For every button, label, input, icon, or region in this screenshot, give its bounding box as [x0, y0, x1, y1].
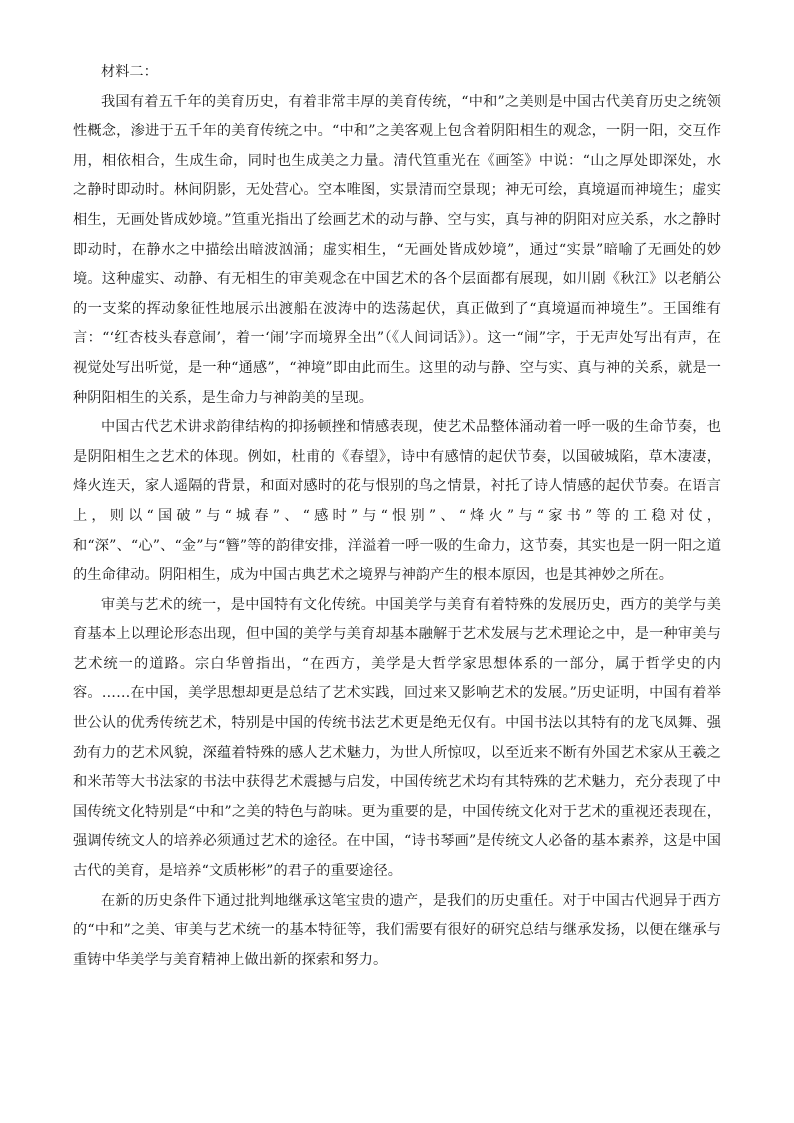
- material-heading: 材料二：: [101, 64, 158, 80]
- paragraph-aesthetics-art-unity: 审美与艺术的统一，是中国特有文化传统。中国美学与美育有着特殊的发展历史，西方的美学与美育基本上以理论形态出现，但中国的美学与美育却基本融解于艺术发展与艺术理论之中，是一种审美与艺术统一的道路。宗白华曾指出，“在西方，美学是大哲学家思想体系的一部分，属于哲学史的内容。……在中国，美学思想却更是总结了艺术实践，回过来又影响艺术的发展。”历史证明，中国有着举世公认的优秀传统艺术，特别是中国的传统书法艺术更是绝无仅有。中国书法以其特有的龙飞凤舞、强劲有力的艺术风貌，深蕴着特殊的感人艺术魅力，为世人所惊叹，以至近来不断有外国艺术家从王羲之和米芾等大书法家的书法中获得艺术震撼与启发，中国传统艺术均有其特殊的艺术魅力，充分表现了中国传统文化特别是“中和”之美的特色与韵味。更为重要的是，中国传统文化对于艺术的重视还表现在，强调传统文人的培养必须通过艺术的途径。在中国，“诗书琴画”是传统文人必备的基本素养，这是中国古代的美育，是培养“文质彬彬”的君子的重要途径。: [73, 596, 721, 880]
- paragraph-rhythm-yinyang: 中国古代艺术讲求韵律结构的抑扬顿挫和情感表现，使艺术品整体涌动着一呼一吸的生命节奏，也是阴阳相生之艺术的体现。例如，杜甫的《春望》，诗中有感情的起伏节奏，以国破城陷，草木凄凄，烽火连天，家人遥隔的背景，和面对感时的花与恨别的鸟之情景，衬托了诗人情感的起伏节奏。在语言上，则以“国破”与“城春”、“感时”与“恨别”、“烽火”与“家书”等的工稳对仗，和“深”、“心”、“金”与“簪”等的韵律安排，洋溢着一呼一吸的生命力，这节奏，其实也是一阴一阳之道的生命律动。阴阳相生，成为中国古典艺术之境界与神韵产生的根本原因，也是其神妙之所在。: [73, 419, 721, 584]
- document-page: [73, 58, 721, 975]
- paragraph-zhonghe-aesthetics: 我国有着五千年的美育历史，有着非常丰厚的美育传统，“中和”之美则是中国古代美育历史之统领性概念，渗进于五千年的美育传统之中。“中和”之美客观上包含着阴阳相生的观念，一阴一阳，交互作用，相依相合，生成生命，同时也生成美之力量。清代笪重光在《画筌》中说：“山之厚处即深处，水之静时即动时。林间阴影，无处营心。空本唯图，实景清而空景现；神无可绘，真境逼而神境生；虚实相生，无画处皆成妙境。”笪重光指出了绘画艺术的动与静、空与实，真与神的阴阳对应关系，水之静时即动时，在静水之中描绘出暗波汹涌；虚实相生，“无画处皆成妙境”，通过“实景”暗喻了无画处的妙境。这种虚实、动静、有无相生的审美观念在中国艺术的各个层面都有展现，如川剧《秋江》以老艄公的一支桨的挥动象征性地展示出渡船在波涛中的迭荡起伏，真正做到了“真境逼而神境生”。王国维有言：“‘红杏枝头春意闹’，着一‘闹’字而境界全出”（《人间词话》）。这一“闹”字，于无声处写出有声，在视觉处写出听觉，是一种“通感”，“神境”即由此而生。这里的动与静、空与实、真与神的关系，就是一种阴阳相生的关系，是生命力与神韵美的呈现。: [73, 93, 721, 406]
- paragraph-inheritance: 在新的历史条件下通过批判地继承这笔宝贵的遗产，是我们的历史重任。对于中国古代迥异于西方的“中和”之美、审美与艺术统一的基本特征等，我们需要有很好的研究总结与继承发扬，以便在继承与重铸中华美学与美育精神上做出新的探索和努力。: [73, 892, 721, 968]
